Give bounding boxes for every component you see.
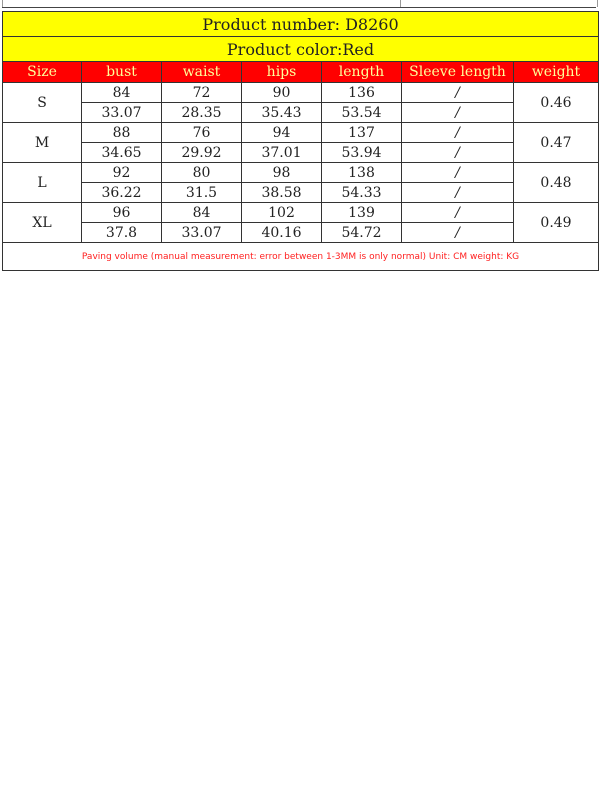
bust-cm: 88 [82,123,162,143]
table-row [3,103,599,123]
sleeve-cm: / [402,163,514,183]
length-cm: 138 [322,163,402,183]
hips-cm: 94 [242,123,322,143]
sleeve-inch: / [402,103,514,123]
hips-cm: 90 [242,83,322,103]
length-cm: 139 [322,203,402,223]
waist-cm: 84 [162,203,242,223]
sleeve-inch: / [402,143,514,163]
length-inch: 53.94 [322,143,402,163]
hips-inch: 35.43 [242,103,322,123]
sleeve-cm: / [402,123,514,143]
waist-cm: 80 [162,163,242,183]
waist-inch: 31.5 [162,183,242,203]
length-cm: 137 [322,123,402,143]
size-label: S [3,83,82,123]
hips-inch: 38.58 [242,183,322,203]
waist-cm: 76 [162,123,242,143]
header-waist: waist [162,62,242,83]
top-border-strip [2,0,596,8]
bust-cm: 84 [82,83,162,103]
table-row [3,183,599,203]
product-color: Product color:Red [3,37,599,62]
bust-inch: 34.65 [82,143,162,163]
table-row [3,143,599,163]
length-inch: 53.54 [322,103,402,123]
size-label: M [3,123,82,163]
waist-inch: 33.07 [162,223,242,243]
size-table [2,11,599,271]
waist-inch: 29.92 [162,143,242,163]
bust-inch: 36.22 [82,183,162,203]
header-length: length [322,62,402,83]
weight-value: 0.46 [514,83,599,123]
header-sleeve-length: Sleeve length [402,62,514,83]
sleeve-inch: / [402,223,514,243]
weight-value: 0.47 [514,123,599,163]
table-row [3,163,599,183]
sleeve-cm: / [402,203,514,223]
header-hips: hips [242,62,322,83]
header-row [3,62,599,83]
bust-inch: 37.8 [82,223,162,243]
header-size: Size [3,62,82,83]
table-row [3,83,599,103]
hips-cm: 98 [242,163,322,183]
sleeve-cm: / [402,83,514,103]
bust-cm: 92 [82,163,162,183]
size-chart-sheet [2,0,596,271]
product-number: Product number: D8260 [3,12,599,37]
header-bust: bust [82,62,162,83]
table-row [3,223,599,243]
length-inch: 54.72 [322,223,402,243]
waist-inch: 28.35 [162,103,242,123]
length-inch: 54.33 [322,183,402,203]
hips-inch: 37.01 [242,143,322,163]
waist-cm: 72 [162,83,242,103]
table-row [3,203,599,223]
size-label: XL [3,203,82,243]
header-weight: weight [514,62,599,83]
bust-inch: 33.07 [82,103,162,123]
bust-cm: 96 [82,203,162,223]
hips-inch: 40.16 [242,223,322,243]
size-label: L [3,163,82,203]
hips-cm: 102 [242,203,322,223]
weight-value: 0.48 [514,163,599,203]
length-cm: 136 [322,83,402,103]
measurement-note: Paving volume (manual measurement: error between 1-3MM is only normal) Unit: CM weight: KG [3,243,599,271]
weight-value: 0.49 [514,203,599,243]
table-row [3,123,599,143]
sleeve-inch: / [402,183,514,203]
